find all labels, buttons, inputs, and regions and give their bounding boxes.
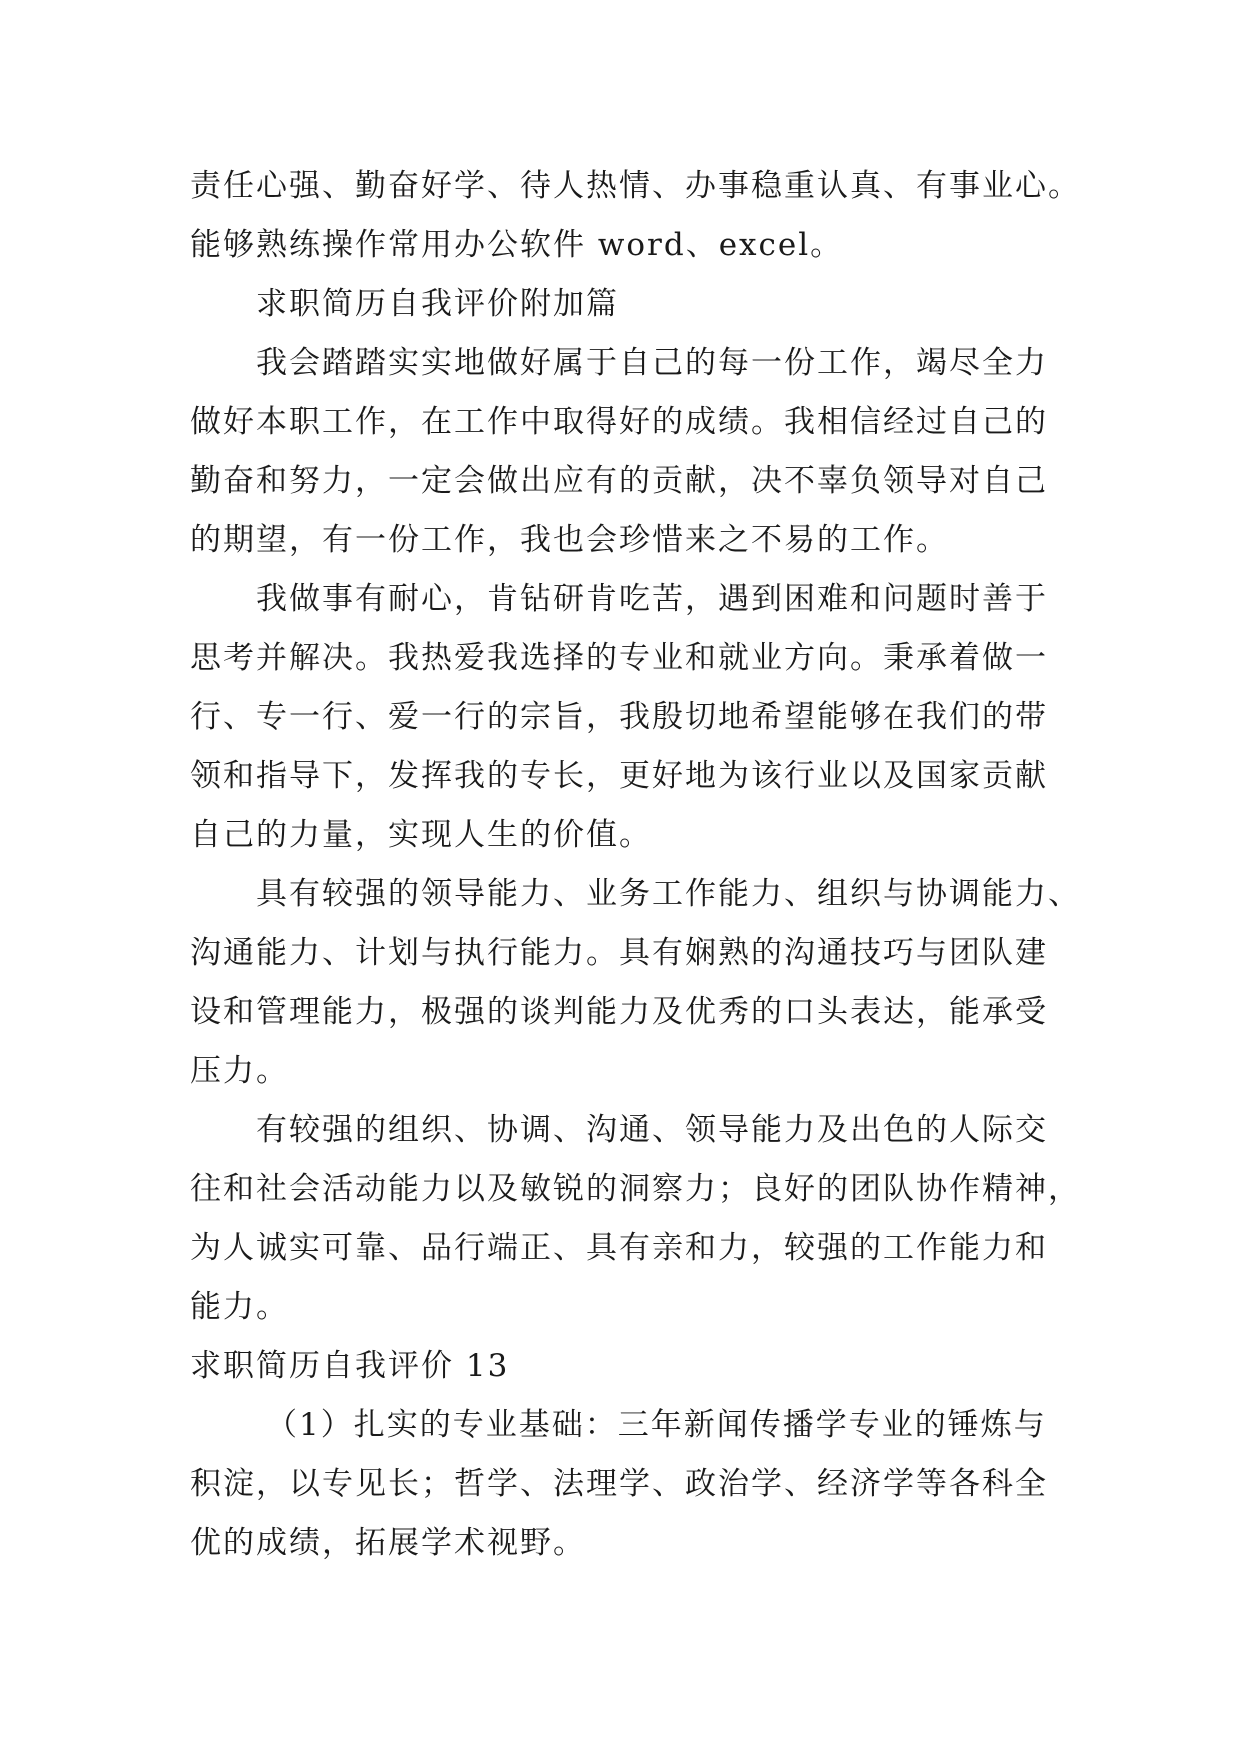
paragraph-line: 压力。 (190, 1053, 289, 1089)
paragraph-line: 思考并解决。我热爱我选择的专业和就业方向。秉承着做一 (190, 640, 1048, 676)
paragraph-line: 责任心强、勤奋好学、待人热情、办事稳重认真、有事业心。 (190, 168, 1081, 204)
paragraph-line: 沟通能力、计划与执行能力。具有娴熟的沟通技巧与团队建 (190, 935, 1048, 971)
paragraph-line: 做好本职工作，在工作中取得好的成绩。我相信经过自己的 (190, 404, 1048, 440)
paragraph-line: 行、专一行、爱一行的宗旨，我殷切地希望能够在我们的带 (190, 699, 1048, 735)
paragraph-line: 的期望，有一份工作，我也会珍惜来之不易的工作。 (190, 522, 949, 558)
paragraph-line: 领和指导下，发挥我的专长，更好地为该行业以及国家贡献 (190, 758, 1048, 794)
paragraph-line: 具有较强的领导能力、业务工作能力、组织与协调能力、 (256, 876, 1081, 912)
paragraph-line: （1）扎实的专业基础：三年新闻传播学专业的锤炼与 (266, 1407, 1047, 1443)
document-body (190, 157, 1081, 1573)
paragraph-line: 有较强的组织、协调、沟通、领导能力及出色的人际交 (256, 1112, 1048, 1148)
paragraph-line: 我做事有耐心，肯钻研肯吃苦，遇到困难和问题时善于 (256, 581, 1048, 617)
paragraph-line: 能力。 (190, 1289, 289, 1325)
paragraph-line: 设和管理能力，极强的谈判能力及优秀的口头表达，能承受 (190, 994, 1048, 1030)
paragraph-line: 积淀，以专见长；哲学、法理学、政治学、经济学等各科全 (190, 1466, 1048, 1502)
section-heading: 求职简历自我评价 13 (190, 1348, 510, 1384)
section-heading: 求职简历自我评价附加篇 (256, 286, 619, 322)
paragraph-line: 往和社会活动能力以及敏锐的洞察力；良好的团队协作精神， (190, 1171, 1081, 1207)
paragraph-line: 我会踏踏实实地做好属于自己的每一份工作，竭尽全力 (256, 345, 1048, 381)
paragraph-line: 勤奋和努力，一定会做出应有的贡献，决不辜负领导对自己 (190, 463, 1048, 499)
paragraph-line: 为人诚实可靠、品行端正、具有亲和力，较强的工作能力和 (190, 1230, 1048, 1266)
paragraph-line: 优的成绩，拓展学术视野。 (190, 1525, 586, 1561)
paragraph-line: 能够熟练操作常用办公软件 word、excel。 (190, 227, 844, 263)
paragraph-line: 自己的力量，实现人生的价值。 (190, 817, 652, 853)
